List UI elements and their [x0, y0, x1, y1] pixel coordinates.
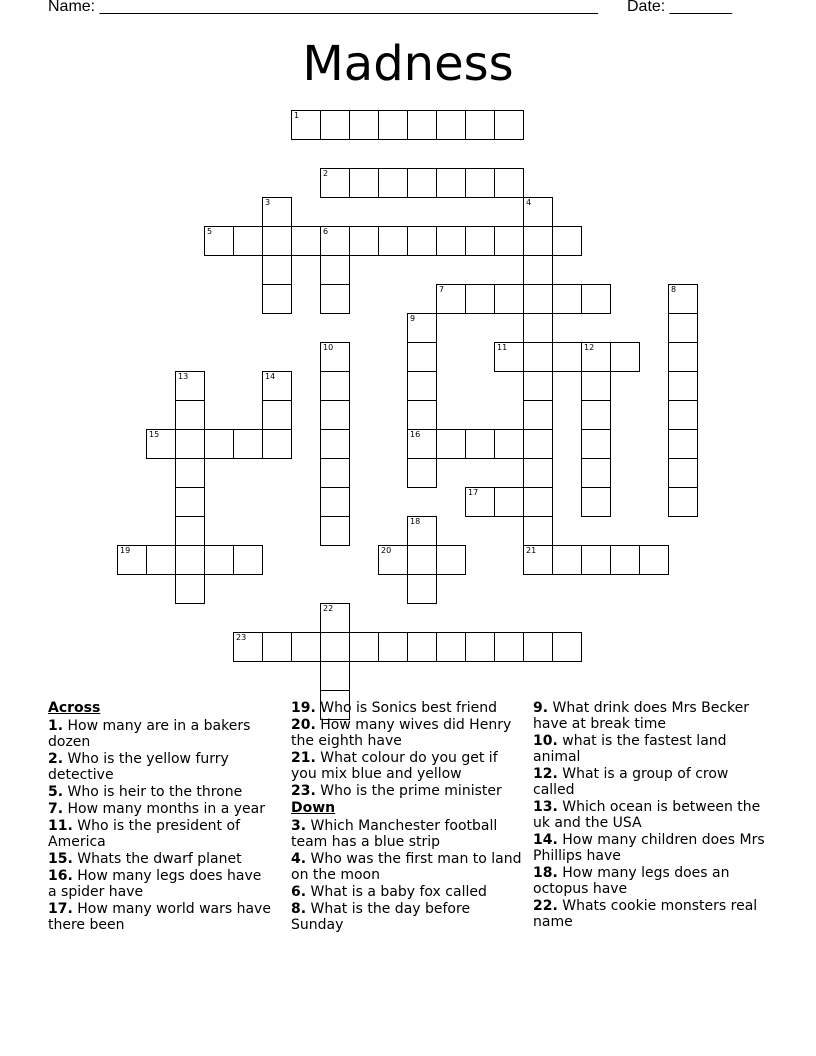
grid-cell[interactable]	[523, 226, 553, 256]
clue-item-number: 3.	[291, 818, 307, 834]
clue-item	[291, 700, 523, 716]
clue-item-text: Who is the prime minister	[315, 783, 502, 799]
clue-item-number: 14.	[533, 832, 558, 848]
grid-cell[interactable]	[407, 545, 437, 575]
grid-cell[interactable]	[552, 545, 582, 575]
grid-cell[interactable]	[349, 168, 379, 198]
grid-cell[interactable]	[523, 487, 553, 517]
clue-item	[533, 799, 765, 831]
grid-cell[interactable]	[407, 574, 437, 604]
grid-cell[interactable]	[465, 168, 495, 198]
section-heading: Down	[291, 800, 336, 816]
grid-cell[interactable]	[262, 400, 292, 430]
grid-cell[interactable]	[146, 429, 176, 459]
grid-cell[interactable]	[407, 168, 437, 198]
grid-cell[interactable]	[320, 371, 350, 401]
grid-cell[interactable]	[668, 284, 698, 314]
grid-cell[interactable]	[320, 603, 350, 633]
grid-cell[interactable]	[523, 197, 553, 227]
grid-cell[interactable]	[523, 458, 553, 488]
clue-item-number: 11.	[48, 818, 73, 834]
clue-number: 5	[207, 227, 213, 236]
clue-item	[533, 766, 765, 798]
grid-cell[interactable]	[523, 516, 553, 546]
clue-item-number: 17.	[48, 901, 73, 917]
grid-cell[interactable]	[552, 342, 582, 372]
grid-cell[interactable]	[320, 400, 350, 430]
clue-item	[533, 832, 765, 864]
grid-cell[interactable]	[117, 545, 147, 575]
clue-item-number: 12.	[533, 766, 558, 782]
clue-item	[48, 868, 273, 900]
grid-cell[interactable]	[175, 371, 205, 401]
grid-cell[interactable]	[668, 313, 698, 343]
grid-cell[interactable]	[494, 429, 524, 459]
grid-cell[interactable]	[262, 429, 292, 459]
grid-cell[interactable]	[407, 458, 437, 488]
clue-number: 23	[236, 633, 247, 642]
grid-cell[interactable]	[378, 168, 408, 198]
clue-number: 11	[497, 343, 508, 352]
grid-cell[interactable]	[523, 545, 553, 575]
grid-cell[interactable]	[668, 342, 698, 372]
clue-item-text: How many wives did Henry the eighth have	[291, 717, 512, 749]
clue-item-text: What is the day before Sunday	[291, 901, 471, 933]
grid-cell[interactable]	[668, 371, 698, 401]
grid-cell[interactable]	[668, 400, 698, 430]
clue-number: 2	[323, 169, 329, 178]
grid-cell[interactable]	[581, 342, 611, 372]
clue-item-text: How many world wars have there been	[48, 901, 271, 933]
clue-item-number: 15.	[48, 851, 73, 867]
clue-number: 20	[381, 546, 392, 555]
clue-item-text: What drink does Mrs Becker have at break time	[533, 700, 749, 732]
grid-cell[interactable]	[407, 429, 437, 459]
clue-number: 1	[294, 111, 300, 120]
clue-item-text: How many are in a bakers dozen	[48, 718, 251, 750]
grid-cell[interactable]	[407, 226, 437, 256]
grid-cell[interactable]	[233, 429, 263, 459]
grid-cell[interactable]	[436, 226, 466, 256]
name-field[interactable]: Name: ________________________________________________________	[48, 0, 598, 15]
grid-cell[interactable]	[523, 313, 553, 343]
grid-cell[interactable]	[349, 632, 379, 662]
grid-cell[interactable]	[581, 429, 611, 459]
clue-item	[533, 865, 765, 897]
clue-item-number: 4.	[291, 851, 307, 867]
grid-cell[interactable]	[407, 516, 437, 546]
grid-cell[interactable]	[175, 458, 205, 488]
clue-item-number: 8.	[291, 901, 307, 917]
grid-cell[interactable]	[523, 632, 553, 662]
clue-number: 21	[526, 546, 537, 555]
grid-cell[interactable]	[523, 371, 553, 401]
clue-item	[48, 801, 273, 817]
clue-item	[291, 750, 523, 782]
clue-item	[291, 884, 523, 900]
clue-number: 22	[323, 604, 334, 613]
grid-cell[interactable]	[610, 545, 640, 575]
grid-cell[interactable]	[581, 545, 611, 575]
grid-cell[interactable]	[378, 110, 408, 140]
clue-item	[48, 818, 273, 850]
grid-cell[interactable]	[175, 545, 205, 575]
grid-cell[interactable]	[494, 284, 524, 314]
grid-cell[interactable]	[320, 661, 350, 691]
clue-item-number: 10.	[533, 733, 558, 749]
grid-cell[interactable]	[465, 226, 495, 256]
grid-cell[interactable]	[436, 429, 466, 459]
grid-cell[interactable]	[436, 545, 466, 575]
clue-item	[291, 717, 523, 749]
page-title: Madness	[302, 36, 514, 92]
section-heading: Across	[48, 700, 101, 716]
clue-number: 6	[323, 227, 329, 236]
grid-cell[interactable]	[407, 110, 437, 140]
clue-number: 15	[149, 430, 160, 439]
clue-item-number: 9.	[533, 700, 549, 716]
clue-item-number: 23.	[291, 783, 316, 799]
clue-column-1	[48, 700, 273, 934]
clue-column-3	[533, 700, 765, 931]
header	[0, 0, 816, 24]
grid-cell[interactable]	[581, 371, 611, 401]
grid-cell[interactable]	[204, 429, 234, 459]
grid-cell[interactable]	[175, 400, 205, 430]
clue-item-number: 5.	[48, 784, 64, 800]
grid-cell[interactable]	[523, 284, 553, 314]
grid-cell[interactable]	[494, 487, 524, 517]
grid-cell[interactable]	[581, 284, 611, 314]
clue-item	[48, 718, 273, 750]
grid-cell[interactable]	[262, 197, 292, 227]
grid-cell[interactable]	[494, 342, 524, 372]
clue-number: 19	[120, 546, 131, 555]
clue-number: 4	[526, 198, 532, 207]
grid-cell[interactable]	[320, 458, 350, 488]
grid-cell[interactable]	[378, 226, 408, 256]
clue-number: 18	[410, 517, 421, 526]
grid-cell[interactable]	[552, 226, 582, 256]
clue-item-text: How many months in a year	[63, 801, 265, 817]
grid-cell[interactable]	[436, 110, 466, 140]
clue-item-text: How many legs does have a spider have	[48, 868, 262, 900]
grid-cell[interactable]	[320, 516, 350, 546]
grid-cell[interactable]	[639, 545, 669, 575]
clue-item-number: 19.	[291, 700, 316, 716]
clue-item	[291, 818, 523, 850]
clue-item	[48, 901, 273, 933]
clue-item-number: 18.	[533, 865, 558, 881]
clue-item-text: what is the fastest land animal	[533, 733, 727, 765]
grid-cell[interactable]	[262, 255, 292, 285]
clue-item-text: Who is Sonics best friend	[315, 700, 497, 716]
grid-cell[interactable]	[494, 168, 524, 198]
grid-cell[interactable]	[262, 371, 292, 401]
clue-number: 8	[671, 285, 677, 294]
grid-cell[interactable]	[523, 429, 553, 459]
grid-cell[interactable]	[581, 487, 611, 517]
clue-item-text: Whats the dwarf planet	[72, 851, 242, 867]
clue-item-number: 13.	[533, 799, 558, 815]
grid-cell[interactable]	[349, 226, 379, 256]
grid-cell[interactable]	[175, 574, 205, 604]
grid-cell[interactable]	[668, 458, 698, 488]
grid-cell[interactable]	[668, 429, 698, 459]
grid-cell[interactable]	[233, 632, 263, 662]
grid-cell[interactable]	[262, 632, 292, 662]
grid-cell[interactable]	[175, 516, 205, 546]
clue-item	[291, 901, 523, 933]
grid-cell[interactable]	[262, 226, 292, 256]
clue-item-number: 6.	[291, 884, 307, 900]
grid-cell[interactable]	[320, 226, 350, 256]
clue-number: 14	[265, 372, 276, 381]
grid-cell[interactable]	[320, 168, 350, 198]
clue-item-text: What is a group of crow called	[533, 766, 729, 798]
grid-cell[interactable]	[523, 400, 553, 430]
clue-item-text: What colour do you get if you mix blue and yellow	[291, 750, 498, 782]
grid-cell[interactable]	[320, 429, 350, 459]
grid-cell[interactable]	[349, 110, 379, 140]
grid-cell[interactable]	[204, 545, 234, 575]
date-field[interactable]: Date: _______	[627, 0, 732, 15]
grid-cell[interactable]	[465, 284, 495, 314]
clue-item-text: What is a baby fox called	[306, 884, 487, 900]
grid-cell[interactable]	[291, 110, 321, 140]
grid-cell[interactable]	[204, 226, 234, 256]
clue-item-text: Who was the first man to land on the moon	[291, 851, 522, 883]
grid-cell[interactable]	[436, 168, 466, 198]
clue-item	[48, 851, 273, 867]
grid-cell[interactable]	[465, 429, 495, 459]
clue-item-text: Whats cookie monsters real name	[533, 898, 758, 930]
grid-cell[interactable]	[407, 313, 437, 343]
clue-item-text: How many legs does an octopus have	[533, 865, 730, 897]
grid-cell[interactable]	[581, 458, 611, 488]
clue-item-text: Which ocean is between the uk and the USA	[533, 799, 761, 831]
grid-cell[interactable]	[320, 342, 350, 372]
clue-item-number: 22.	[533, 898, 558, 914]
clue-number: 12	[584, 343, 595, 352]
clue-item-number: 21.	[291, 750, 316, 766]
grid-cell[interactable]	[320, 487, 350, 517]
clue-item-text: How many children does Mrs Phillips have	[533, 832, 765, 864]
grid-cell[interactable]	[523, 255, 553, 285]
grid-cell[interactable]	[378, 545, 408, 575]
clue-number: 16	[410, 430, 421, 439]
grid-cell[interactable]	[465, 110, 495, 140]
grid-cell[interactable]	[407, 371, 437, 401]
clue-item	[48, 784, 273, 800]
clue-item-number: 1.	[48, 718, 64, 734]
grid-cell[interactable]	[552, 284, 582, 314]
grid-cell[interactable]	[581, 400, 611, 430]
clue-number: 7	[439, 285, 445, 294]
clue-item-number: 7.	[48, 801, 64, 817]
grid-cell[interactable]	[291, 226, 321, 256]
clue-number: 9	[410, 314, 416, 323]
grid-cell[interactable]	[668, 487, 698, 517]
grid-cell[interactable]	[494, 110, 524, 140]
clue-item-text: Who is the yellow furry detective	[48, 751, 229, 783]
grid-cell[interactable]	[233, 545, 263, 575]
grid-cell[interactable]	[320, 255, 350, 285]
grid-cell[interactable]	[378, 632, 408, 662]
grid-cell[interactable]	[320, 284, 350, 314]
grid-cell[interactable]	[407, 400, 437, 430]
grid-cell[interactable]	[436, 284, 466, 314]
clue-number: 13	[178, 372, 189, 381]
clue-item-text: Who is the president of America	[48, 818, 240, 850]
clue-item	[291, 783, 523, 799]
grid-cell[interactable]	[175, 487, 205, 517]
clue-item-number: 2.	[48, 751, 64, 767]
grid-cell[interactable]	[436, 632, 466, 662]
clue-number: 10	[323, 343, 334, 352]
grid-cell[interactable]	[175, 429, 205, 459]
grid-cell[interactable]	[552, 632, 582, 662]
grid-cell[interactable]	[610, 342, 640, 372]
grid-cell[interactable]	[494, 226, 524, 256]
grid-cell[interactable]	[320, 110, 350, 140]
clue-item	[48, 751, 273, 783]
grid-cell[interactable]	[320, 632, 350, 662]
clue-item	[533, 898, 765, 930]
clue-item-number: 16.	[48, 868, 73, 884]
grid-cell[interactable]	[494, 632, 524, 662]
grid-cell[interactable]	[465, 632, 495, 662]
clue-number: 17	[468, 488, 479, 497]
clue-item-text: Which Manchester football team has a blue strip	[291, 818, 498, 850]
clue-number: 3	[265, 198, 271, 207]
grid-cell[interactable]	[407, 632, 437, 662]
grid-cell[interactable]	[233, 226, 263, 256]
grid-cell[interactable]	[291, 632, 321, 662]
clue-item	[291, 851, 523, 883]
clue-column-2	[291, 700, 523, 934]
clue-item-number: 20.	[291, 717, 316, 733]
clue-item	[533, 700, 765, 732]
grid-cell[interactable]	[146, 545, 176, 575]
grid-cell[interactable]	[262, 284, 292, 314]
grid-cell[interactable]	[407, 342, 437, 372]
clue-item	[533, 733, 765, 765]
clue-item-text: Who is heir to the throne	[63, 784, 243, 800]
grid-cell[interactable]	[465, 487, 495, 517]
grid-cell[interactable]	[523, 342, 553, 372]
